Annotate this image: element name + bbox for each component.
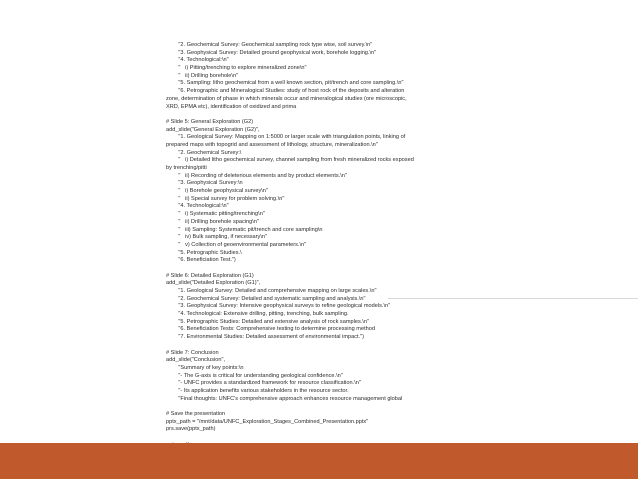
code-line: "- The G-axis is critical for understanding geological confidence.\n" xyxy=(166,372,343,379)
code-line: by trenching/pitti xyxy=(166,165,207,171)
code-line xyxy=(166,265,616,273)
code-line: "6. Beneficiation Test.") xyxy=(166,257,236,264)
code-line: # Save the presentation xyxy=(166,411,226,417)
code-line: "2. Geochemical Survey:\ xyxy=(166,149,242,156)
code-line: "3. Geophysical Survey:\n xyxy=(166,180,243,187)
code-line: prs.save(pptx_path) xyxy=(166,426,216,433)
code-line: "- UNFC provides a standardized framework for resource classification.\n" xyxy=(166,380,361,387)
code-line: "4. Technological:\n" xyxy=(166,57,229,64)
code-line: pptx_path = "/mnt/data/UNFC_Exploration_Stages_Combined_Presentation.pptx" xyxy=(166,418,369,425)
code-line: add_slide("General Exploration (G2)", xyxy=(166,126,260,133)
code-line: "5. Petrographic Studies.\ xyxy=(166,249,242,256)
code-line: " i) Borehole geophysical survey\n" xyxy=(166,188,268,195)
code-line: XRD, EPMA etc), identification of oxidized and prima xyxy=(166,103,297,110)
code-line xyxy=(166,111,616,119)
code-line: " i) Pitting/trenching to explore mineralized zone\n" xyxy=(166,65,307,72)
code-line: " iii) Sampling: Systematic pit/trench and core sampling\n xyxy=(166,226,323,233)
code-line: "1. Geological Survey: Mapping on 1:5000 or larger scale with triangulation points, linking of xyxy=(166,134,406,141)
code-line: # Slide 5: General Exploration (G2) xyxy=(166,118,254,125)
code-line xyxy=(166,342,616,350)
code-line: # Slide 6: Detailed Exploration (G1) xyxy=(166,272,254,279)
code-line: " ii) Drilling borehole\n" xyxy=(166,72,239,79)
code-line: add_slide("Conclusion", xyxy=(166,357,226,364)
code-line: "Summary of key points:\n xyxy=(166,364,244,371)
code-line: "6. Petrographic and Mineralogical Studies: study of host rock of the deposits and alteration xyxy=(166,88,405,95)
code-line: "1. Geological Survey: Detailed and comprehensive mapping on large scales.\n" xyxy=(166,288,377,294)
code-line: "3. Geophysical Survey: Intensive geophysical surveys to refine geological models.\n" xyxy=(166,303,391,310)
code-line: "4. Technological:\n" xyxy=(166,203,229,210)
code-line: # Slide 7: Conclusion xyxy=(166,349,219,356)
divider-line xyxy=(388,298,638,299)
code-line: prepared maps with topogrid and assessment of lithology, structure, mineralization.\n" xyxy=(166,141,378,148)
code-line: "3. Geophysical Survey: Detailed ground geophysical work, borehole logging.\n" xyxy=(166,49,377,56)
code-line: add_slide("Detailed Exploration (G1)", xyxy=(166,280,261,287)
code-line: " ii) Recording of deleterious elements and by product elements.\n" xyxy=(166,172,347,179)
code-line: "5. Sampling: litho geochemical from a well known section, pit/trench and core sampling.\n" xyxy=(166,80,404,87)
code-line: "7. Environmental Studies: Detailed assessment of environmental impact.") xyxy=(166,334,364,341)
footer-bar xyxy=(0,443,638,479)
code-line xyxy=(166,403,616,411)
code-line: " i) Systematic pitting/trenching\n" xyxy=(166,211,265,218)
code-line: "6. Beneficiation Tests: Comprehensive testing to determine processing method xyxy=(166,326,375,333)
code-line: "2. Geochemical Survey: Detailed and systematic sampling and analysis.\n" xyxy=(166,295,366,302)
code-line: "- Its application benefits various stakeholders in the resource sector. xyxy=(166,387,349,394)
code-line: " v) Collection of geoenvironmental parameters.\n" xyxy=(166,241,307,248)
code-line xyxy=(166,434,616,442)
code-line: "2. Geochemical Survey: Geochemical sampling rock type wise, soil survey.\n" xyxy=(166,42,373,48)
code-line: " ii) Drilling borehole spacing\n" xyxy=(166,218,259,225)
code-line: " ii) Special survey for problem solving.\n" xyxy=(166,195,285,202)
code-line: " iv) Bulk sampling, if necessary\n" xyxy=(166,234,267,241)
code-line: " i) Detailed litho geochemical survey, channel sampling from fresh mineralized rocks exposed xyxy=(166,157,414,164)
code-line: "4. Technological: Extensive drilling, pitting, trenching, bulk sampling. xyxy=(166,311,349,318)
code-line: zone, determination of phase in which minerals occur and mineralogical studies (ore microscopic, xyxy=(166,95,407,102)
code-line: "5. Petrographic Studies: Detailed and extensive analysis of rock samples.\n" xyxy=(166,318,369,325)
slide-code-text xyxy=(166,42,616,449)
code-line: "Final thoughts: UNFC's comprehensive approach enhances resource management global xyxy=(166,395,403,402)
